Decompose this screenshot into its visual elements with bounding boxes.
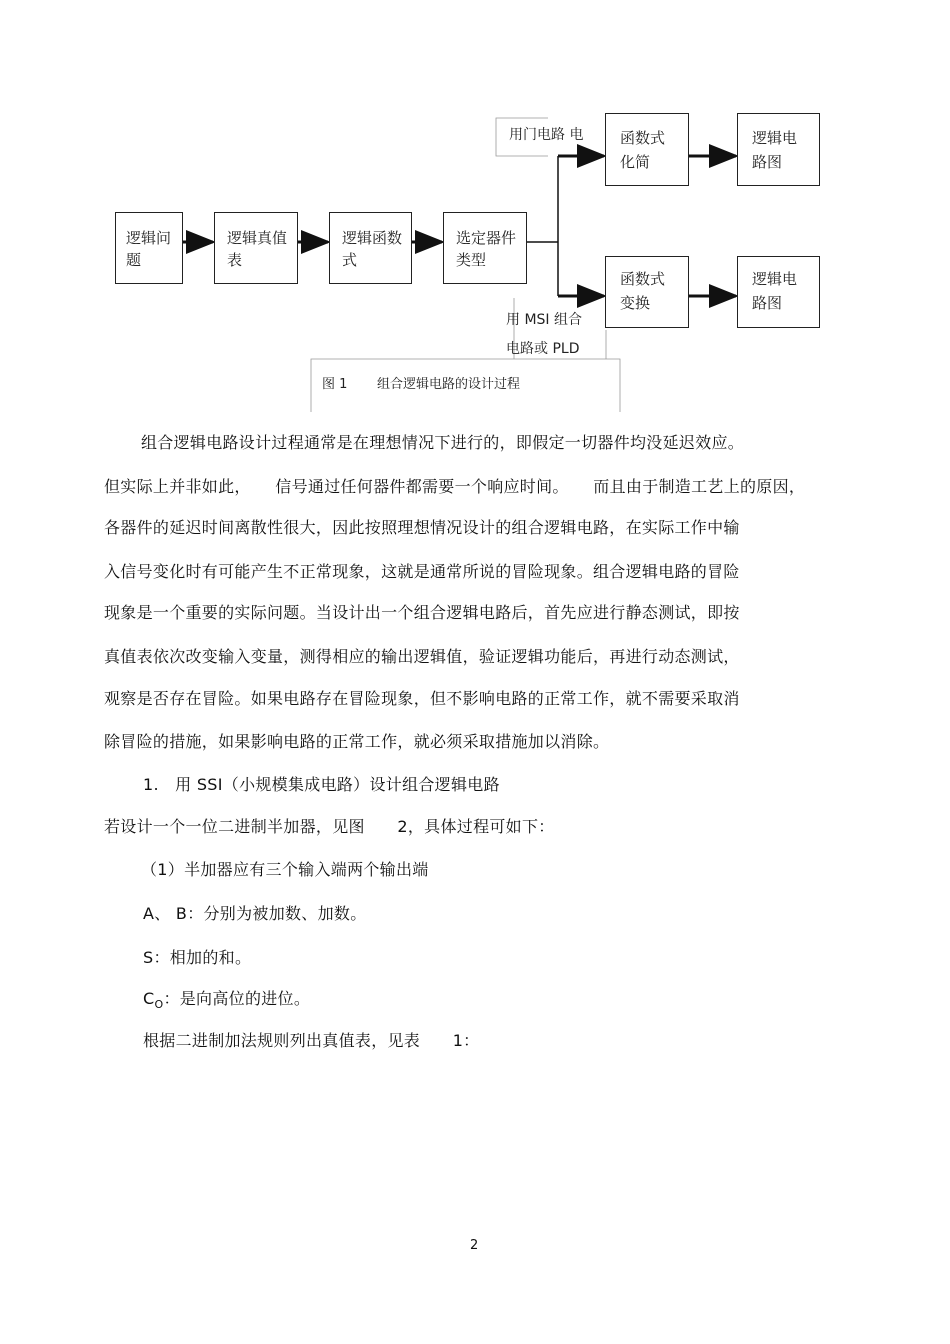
diagram-arrows [0, 0, 950, 420]
box-logic-problem-label: 逻辑问题 [126, 229, 172, 269]
box-transform [605, 256, 689, 328]
list-item: S：相加的和。 [143, 948, 252, 967]
box-simplify-label: 函数式化简 [620, 129, 666, 171]
carry-subscript: O [154, 998, 164, 1012]
carry-description: ：是向高位的进位。 [163, 989, 311, 1008]
figure-caption-number: 图 1 [322, 377, 348, 392]
list-item: A、 B：分别为被加数、加数。 [143, 904, 367, 923]
figure-caption-text: 组合逻辑电路的设计过程 [377, 377, 521, 392]
list-item-carry [143, 986, 310, 1011]
box-circuit-top-label: 逻辑电路图 [752, 129, 798, 171]
paragraph-line: 现象是一个重要的实际问题。当设计出一个组合逻辑电路后，首先应进行静态测试，即按 [104, 603, 740, 622]
box-select-device-label: 选定器件类型 [456, 229, 517, 269]
table-reference: 根据二进制加法规则列出真值表，见表 1： [143, 1031, 480, 1050]
paragraph-line: 真值表依次改变输入变量，测得相应的输出逻辑值，验证逻辑功能后，再进行动态测试， [104, 647, 740, 666]
box-circuit-top [737, 113, 820, 186]
box-logic-function [329, 212, 412, 284]
paragraph-line: 观察是否存在冒险。如果电路存在冒险现象，但不影响电路的正常工作，就不需要采取消 [104, 689, 740, 708]
section-heading: 1. 用 SSI（小规模集成电路）设计组合逻辑电路 [143, 775, 500, 794]
label-gate-circuit: 用门电路 电 [509, 127, 584, 143]
box-truth-table-label: 逻辑真值表 [227, 229, 288, 269]
carry-symbol: C [143, 989, 155, 1008]
intro-line: 若设计一个一位二进制半加器，见图 2，具体过程可如下： [104, 817, 555, 836]
box-simplify [605, 113, 689, 186]
box-logic-problem [115, 212, 183, 284]
paragraph-line: 除冒险的措施，如果影响电路的正常工作，就必须采取措施加以消除。 [104, 732, 610, 751]
box-logic-function-label: 逻辑函数式 [342, 229, 403, 269]
page-number: 2 [470, 1238, 479, 1253]
box-circuit-bottom-label: 逻辑电路图 [752, 270, 798, 312]
box-truth-table [214, 212, 298, 284]
paragraph-line: 入信号变化时有可能产生不正常现象，这就是通常所说的冒险现象。组合逻辑电路的冒险 [104, 562, 740, 581]
list-item: （1）半加器应有三个输入端两个输出端 [141, 860, 429, 879]
label-msi-line1: 用 MSI 组合 [506, 312, 582, 328]
label-msi-line2: 电路或 PLD [506, 341, 580, 357]
box-select-device [443, 212, 527, 284]
box-circuit-bottom [737, 256, 820, 328]
box-transform-label: 函数式变换 [620, 270, 666, 312]
paragraph-line: 但实际上并非如此， 信号通过任何器件都需要一个响应时间。 而且由于制造工艺上的原因， [104, 477, 806, 496]
paragraph-line: 组合逻辑电路设计过程通常是在理想情况下进行的，即假定一切器件均没延迟效应。 [141, 433, 745, 452]
paragraph-line: 各器件的延迟时间离散性很大，因此按照理想情况设计的组合逻辑电路，在实际工作中输 [104, 518, 740, 537]
